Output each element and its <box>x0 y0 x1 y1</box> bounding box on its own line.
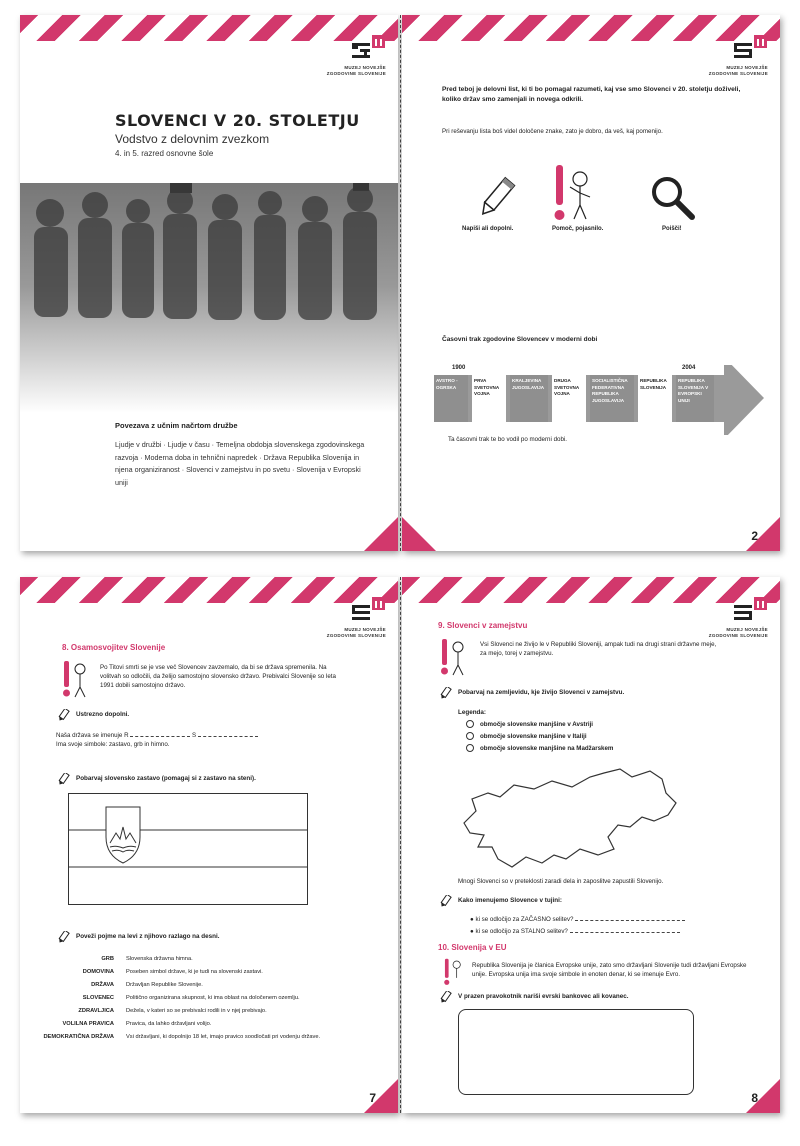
corner-triangle-right <box>746 517 780 551</box>
page-abroad-eu <box>402 577 780 1113</box>
task-name: Kako imenujemo Slovence v tujini: <box>458 897 562 904</box>
page-cover <box>20 15 398 551</box>
page-number: 7 <box>369 1091 376 1105</box>
table-row[interactable]: SLOVENEC Politično organizirana skupnost, ki ima oblast na določenem ozemlju. <box>82 995 300 1001</box>
header-stripes <box>20 15 398 41</box>
timeline-item: DRUGA SVETOVNA VOJNA <box>552 375 586 422</box>
section-9-title: 9. Slovenci v zamejstvu <box>438 621 528 630</box>
section-title: 8. Osamosvojitev Slovenije <box>62 643 166 652</box>
corner-triangle <box>402 517 436 551</box>
page-number: 8 <box>751 1091 758 1105</box>
timeline-item: KRALJEVINA JUGOSLAVIJA <box>510 375 548 422</box>
help-10-text: Republika Slovenija je članica Evropske unije, zato smo državljani Slovenije tudi državljani Evropske unije. Evropska unija ima svoje simbole in enoten denar, ki se imenuje Evro. <box>472 962 747 978</box>
help-9-text: Vsi Slovenci ne živijo le v Republiki Sloveniji, ampak tudi na drugi strani državne meje, za mejo, torej v zamejstvu. <box>480 641 717 657</box>
pencil-icon <box>438 895 454 907</box>
curriculum-heading: Povezava z učnim načrtom družbe <box>115 421 238 430</box>
task-match: Poveži pojme na levi z njihovo razlago na desni. <box>76 933 220 940</box>
task-draw: V prazen pravokotnik nariši evrski bankovec ali kovanec. <box>458 993 629 1000</box>
pencil-icon <box>56 709 72 721</box>
task-fill: Ustrezno dopolni. <box>76 711 130 718</box>
cover-title: SLOVENCI V 20. STOLETJU <box>115 111 360 130</box>
fill-line-2: Ima svoje simbole: zastavo, grb in himno. <box>56 741 170 748</box>
sign-search-label: Poišči! <box>662 226 682 232</box>
museum-logo-icon <box>352 33 386 63</box>
museum-logo-icon <box>734 595 768 625</box>
cover-subtitle: Vodstvo z delovnim zvezkom <box>115 132 270 146</box>
pencil-icon <box>438 991 454 1003</box>
curriculum-text: Ljudje v družbi · Ljudje v času · Temeljna obdobja slovenskega zgodovinskega razvoja · Moderna doba in tehnični napredek · Država Republika Slovenija in njena organiziranost · Slovenci v zamejstvu in po svetu · Slovenija v Evropski uniji <box>115 440 365 487</box>
help-figure-icon <box>60 659 90 699</box>
corner-triangle <box>746 1079 780 1113</box>
answer-blank[interactable] <box>575 920 685 921</box>
museum-name: MUZEJ NOVEJŠE ZGODOVINE SLOVENIJE <box>708 627 768 638</box>
museum-logo-icon <box>352 595 386 625</box>
timeline-caption: Ta časovni trak te bo vodil po moderni dobi. <box>448 436 568 443</box>
question-permanent: ● ki se odločijo za STALNO selitev? <box>470 927 680 936</box>
museum-name: MUZEJ NOVEJŠE ZGODOVINE SLOVENIJE <box>708 65 768 76</box>
corner-triangle <box>364 517 398 551</box>
museum-name: MUZEJ NOVEJŠE ZGODOVINE SLOVENIJE <box>326 65 386 76</box>
terms-table <box>32 953 324 1044</box>
crowd-illustration <box>20 183 398 413</box>
table-row[interactable]: GRB Slovenska državna himna. <box>101 956 193 962</box>
table-row[interactable]: ZDRAVLJICA Dežela, v kateri so se prebivalci rodili in v njej prebivajo. <box>78 1008 267 1014</box>
page-independence <box>20 577 398 1113</box>
timeline-item: REPUBLIKA SLOVENIJA <box>638 375 672 422</box>
question-temporary: ● ki se odločijo za ZAČASNO selitev? <box>470 915 685 924</box>
museum-name: MUZEJ NOVEJŠE ZGODOVINE SLOVENIJE <box>326 627 386 638</box>
table-row[interactable]: DEMOKRATIČNA DRŽAVA Vsi državljani, ki dopolnijo 18 let, imajo pravico soodločati pri vodenju države. <box>43 1034 321 1040</box>
answer-blank[interactable] <box>198 736 258 737</box>
legend-swatch[interactable] <box>466 744 474 752</box>
table-row[interactable]: DRŽAVA Državljan Republike Slovenije. <box>91 982 203 988</box>
header-stripes <box>402 577 780 603</box>
table-row[interactable]: VOLILNA PRAVICA Pravica, da lahko državljani volijo. <box>62 1021 212 1027</box>
fill-line-1: Naša država se imenuje R S <box>56 731 258 740</box>
legend-item[interactable]: območje slovenske manjšine na Madžarskem <box>466 743 613 755</box>
timeline-item: REPUBLIKA SLOVENIJA V EVROPSKI UNIJI <box>676 375 714 422</box>
help-text: Po Titovi smrti se je vse več Slovencev zavzemalo, da bi se država spremenila. Na volitvah so odločili, da želijo samostojno slovensko državo. Prebivalci Slovenije so leta 1991 dobili samostojno državo. <box>100 664 336 689</box>
timeline-item: PRVA SVETOVNA VOJNA <box>472 375 506 422</box>
legend-item[interactable]: območje slovenske manjšine v Avstriji <box>466 719 613 731</box>
page-spine-top <box>400 15 401 551</box>
header-stripes <box>20 577 398 603</box>
page-intro <box>402 15 780 551</box>
task-flag: Pobarvaj slovensko zastavo (pomagaj si z zastavo na steni). <box>76 775 256 782</box>
legend-label: Legenda: <box>458 709 486 716</box>
timeline <box>414 365 764 435</box>
slovenia-map-outline[interactable] <box>454 763 684 873</box>
signs-text: Pri reševanju lista boš videl določene znake, zato je dobro, da veš, kaj pomenijo. <box>442 128 663 135</box>
pencil-icon <box>56 931 72 943</box>
cover-grade: 4. in 5. razred osnovne šole <box>115 149 214 158</box>
historical-photo <box>20 183 398 413</box>
table-row[interactable]: DOMOVINA Poseben simbol države, ki je tudi na slovenski zastavi. <box>82 969 263 975</box>
legend-swatch[interactable] <box>466 720 474 728</box>
bullet-icon: ● <box>470 916 474 923</box>
magnifier-icon <box>650 175 696 221</box>
bullet-icon: ● <box>470 928 474 935</box>
timeline-item: SOCIALISTIČNA FEDERATIVNA REPUBLIKA JUGOSLAVIJA <box>590 375 634 422</box>
intro-text: Pred teboj je delovni list, ki ti bo pomagal razumeti, kaj vse smo Slovenci v 20. stoletju doživeli, koliko držav smo zamenjali in novega odkrili. <box>442 86 741 103</box>
corner-triangle <box>364 1079 398 1113</box>
help-figure-icon <box>548 163 598 223</box>
section-10-title: 10. Slovenija v EU <box>438 943 507 952</box>
museum-logo-icon <box>734 33 768 63</box>
timeline-item: AVSTRO - OGRSKA <box>434 375 468 422</box>
page-number: 2 <box>751 529 758 543</box>
header-stripes <box>402 15 780 41</box>
legend-item[interactable]: območje slovenske manjšine v Italiji <box>466 731 613 743</box>
sign-write-label: Napiši ali dopolni. <box>462 226 514 232</box>
pencil-icon <box>472 175 522 219</box>
page-spine-bottom <box>400 577 401 1113</box>
help-figure-icon <box>438 637 468 677</box>
task-map: Pobarvaj na zemljevidu, kje živijo Slovenci v zamejstvu. <box>458 689 625 696</box>
sign-help-label: Pomoč, pojasnilo. <box>552 226 604 232</box>
timeline-year-start: 1900 <box>452 365 466 371</box>
drawing-box[interactable] <box>458 1009 694 1095</box>
flag-outline[interactable] <box>68 793 308 905</box>
answer-blank[interactable] <box>570 932 680 933</box>
timeline-heading: Časovni trak zgodovine Slovencev v moderni dobi <box>442 336 598 343</box>
help-figure-icon <box>442 957 464 987</box>
legend-swatch[interactable] <box>466 732 474 740</box>
legend <box>466 719 613 755</box>
pencil-icon <box>56 773 72 785</box>
answer-blank[interactable] <box>130 736 190 737</box>
pencil-icon <box>438 687 454 699</box>
map-caption: Mnogi Slovenci so v preteklosti zaradi dela in zaposlitve zapustili Slovenijo. <box>458 878 664 885</box>
timeline-year-end: 2004 <box>682 365 696 371</box>
